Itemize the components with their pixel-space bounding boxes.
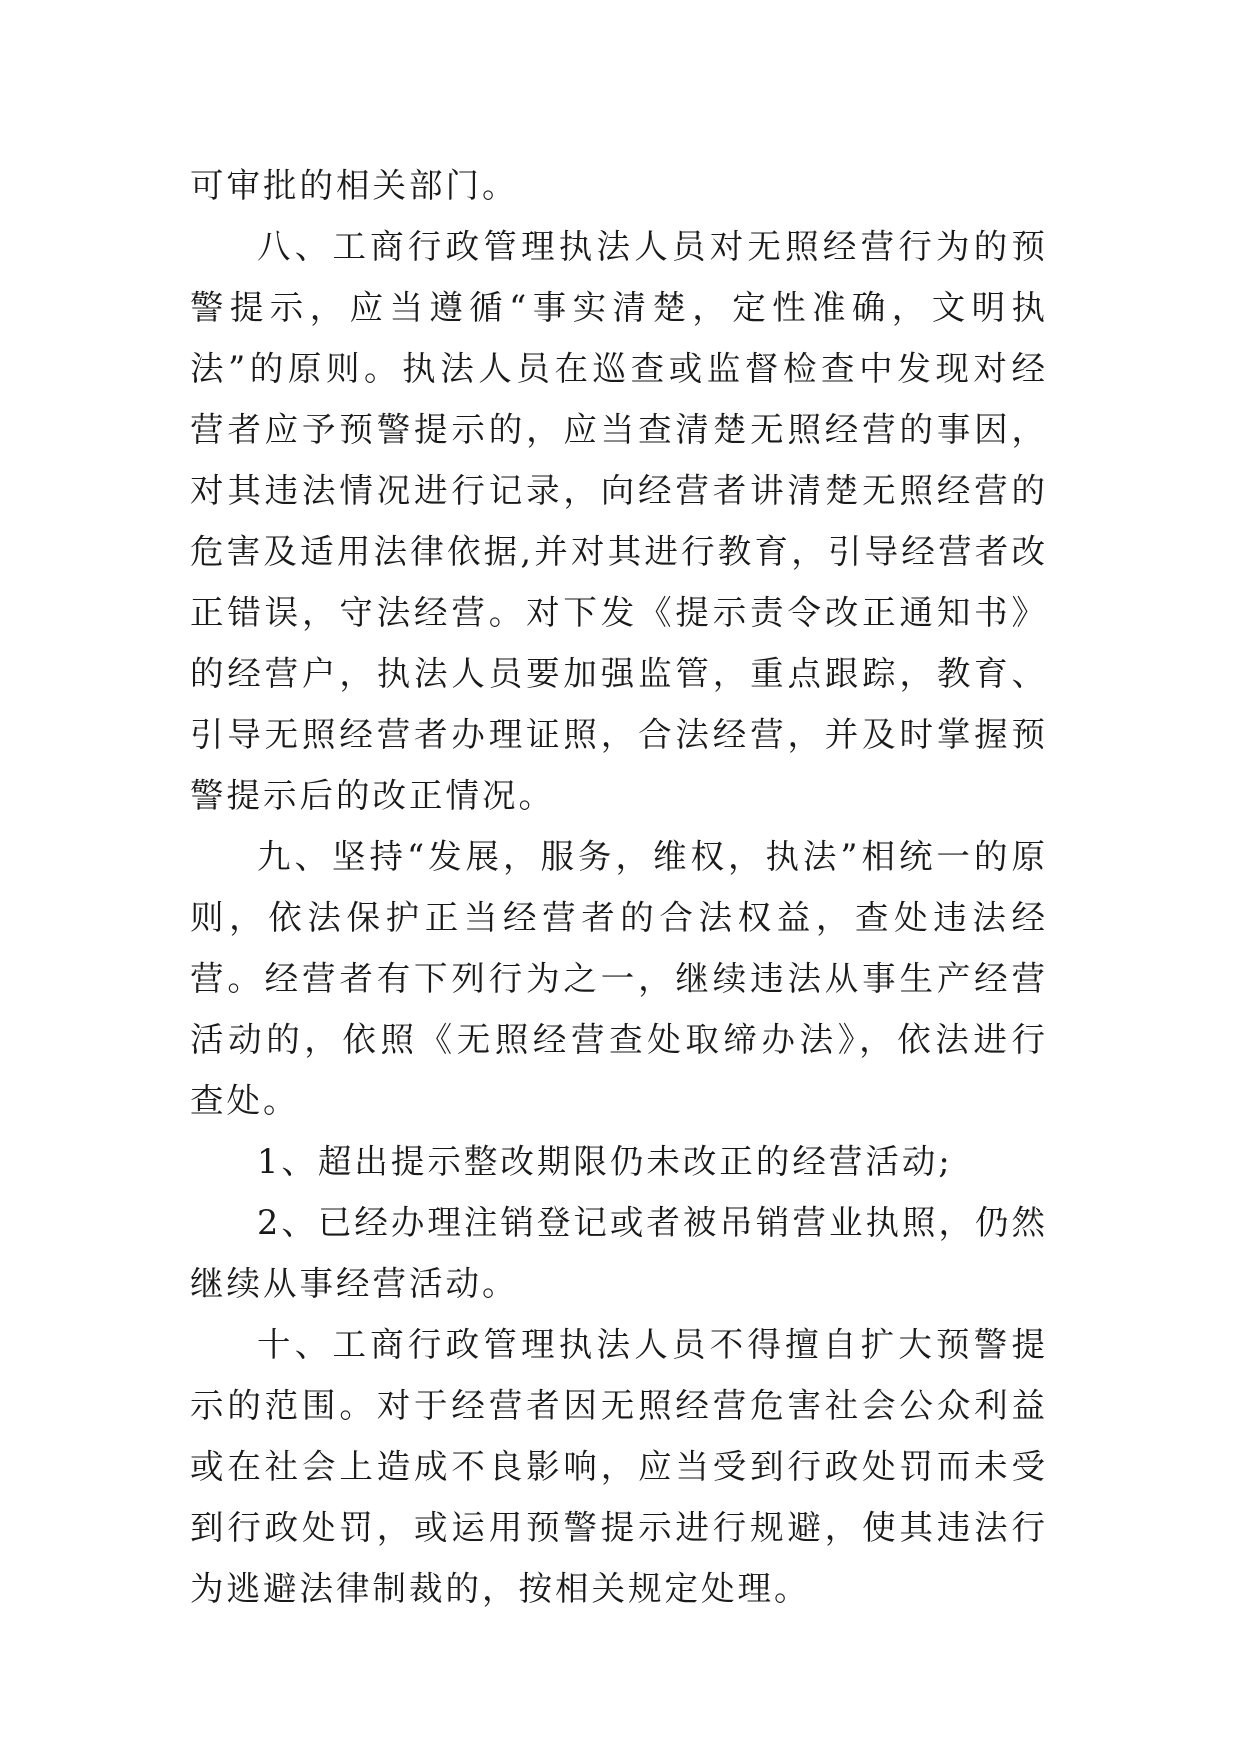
paragraph-continuation: 可审批的相关部门。 [190, 166, 519, 205]
paragraph-item-1: 1、超出提示整改期限仍未改正的经营活动; [257, 1142, 953, 1181]
document-body [190, 155, 1048, 1619]
paragraph-section-10: 十、工商行政管理执法人员不得擅自扩大预警提示的范围。对于经营者因无照经营危害社会公众利益或在社会上造成不良影响，应当受到行政处罚而未受到行政处罚，或运用预警提示进行规避，使其违法行为逃避法律制裁的，按相关规定处理。 [190, 1325, 1048, 1608]
paragraph-section-8: 八、工商行政管理执法人员对无照经营行为的预警提示，应当遵循“事实清楚，定性准确，文明执法”的原则。执法人员在巡查或监督检查中发现对经营者应予预警提示的，应当查清楚无照经营的事因，对其违法情况进行记录，向经营者讲清楚无照经营的危害及适用法律依据,并对其进行教育，引导经营者改正错误，守法经营。对下发《提示责令改正通知书》的经营户，执法人员要加强监管，重点跟踪，教育、引导无照经营者办理证照，合法经营，并及时掌握预警提示后的改正情况。 [190, 227, 1048, 815]
paragraph-item-2: 2、已经办理注销登记或者被吊销营业执照，仍然继续从事经营活动。 [190, 1203, 1048, 1303]
paragraph-section-9: 九、坚持“发展，服务，维权，执法”相统一的原则，依法保护正当经营者的合法权益，查处违法经营。经营者有下列行为之一，继续违法从事生产经营活动的，依照《无照经营查处取缔办法》，依法进行查处。 [190, 837, 1048, 1120]
